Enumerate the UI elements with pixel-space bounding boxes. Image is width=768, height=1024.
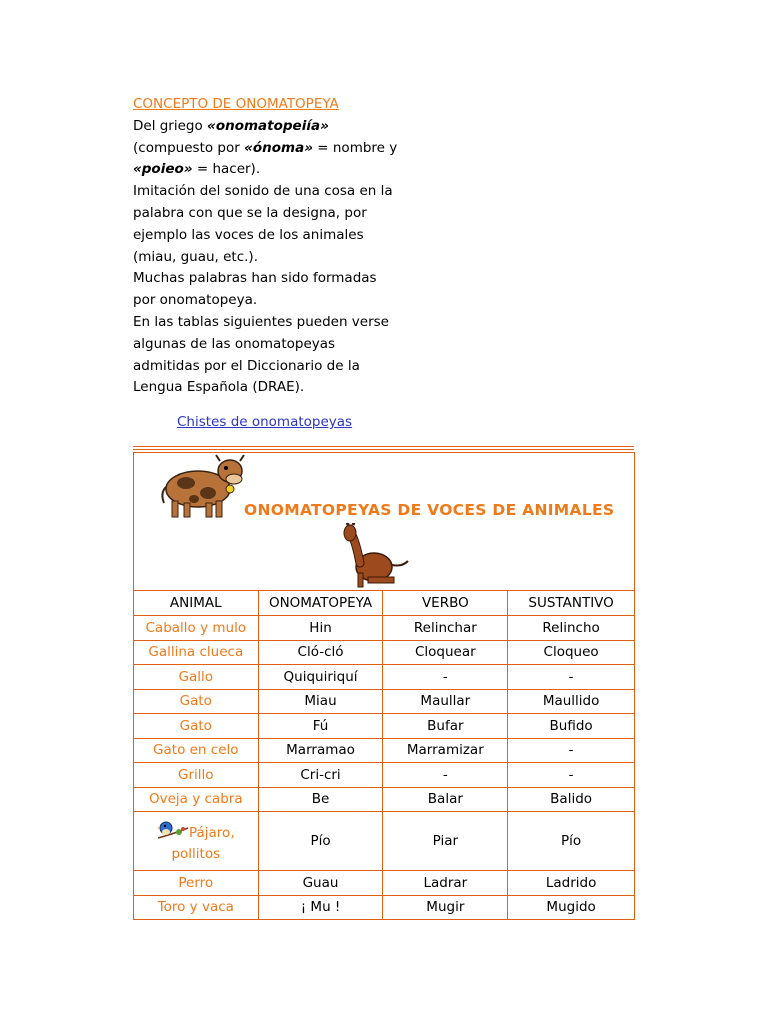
sustantivo-cell: Pío (508, 812, 635, 871)
animal-label: Pájaro, pollitos (171, 825, 235, 862)
sustantivo-cell: - (508, 738, 635, 763)
animal-cell: Oveja y cabra (134, 787, 259, 812)
text-span: (compuesto por (133, 139, 245, 156)
animal-cell (134, 812, 259, 871)
bird-icon (157, 820, 189, 846)
column-header: ONOMATOPEYA (258, 591, 383, 616)
onomatopeya-cell: Hin (258, 616, 383, 641)
table-row (134, 763, 635, 788)
onomatopeya-cell: Quiquiriquí (258, 665, 383, 690)
onomatopeya-cell: Be (258, 787, 383, 812)
text-span: = nombre y (312, 139, 398, 156)
table-banner (134, 453, 635, 591)
table-row (134, 895, 635, 920)
verbo-cell: Mugir (383, 895, 508, 920)
sustantivo-cell: Mugido (508, 895, 635, 920)
animal-cell: Gato (134, 689, 259, 714)
animal-cell: Toro y vaca (134, 895, 259, 920)
onomatopeya-cell: Cri-cri (258, 763, 383, 788)
sustantivo-cell: - (508, 763, 635, 788)
verbo-cell: Maullar (383, 689, 508, 714)
verbo-cell: Ladrar (383, 871, 508, 896)
verbo-cell: Bufar (383, 714, 508, 739)
greek-term: «onomatopeiía» (207, 117, 329, 134)
etymology-line-3 (133, 159, 403, 181)
animal-cell: Perro (134, 871, 259, 896)
divider-line (133, 449, 634, 450)
verbo-cell: Marramizar (383, 738, 508, 763)
verbo-cell: Piar (383, 812, 508, 871)
animal-sounds-table (133, 452, 635, 920)
table-row (134, 640, 635, 665)
sustantivo-cell: Relincho (508, 616, 635, 641)
table-row (134, 689, 635, 714)
verbo-cell: Relinchar (383, 616, 508, 641)
table-header-row (134, 591, 635, 616)
sustantivo-cell: Bufido (508, 714, 635, 739)
onomatopeya-cell: Pío (258, 812, 383, 871)
animal-cell: Gato (134, 714, 259, 739)
sustantivo-cell: Ladrido (508, 871, 635, 896)
concept-heading[interactable]: CONCEPTO DE ONOMATOPEYA (133, 96, 339, 112)
column-header: VERBO (383, 591, 508, 616)
table-row (134, 616, 635, 641)
onomatopeya-cell: Cló-cló (258, 640, 383, 665)
greek-term: «poieo» (133, 161, 193, 178)
table-row (134, 738, 635, 763)
jokes-link[interactable]: Chistes de onomatopeyas (177, 414, 353, 430)
table-row (134, 665, 635, 690)
intro-text (133, 94, 403, 399)
onomatopeya-cell: ¡ Mu ! (258, 895, 383, 920)
cow-icon (158, 453, 248, 525)
sustantivo-cell: Cloqueo (508, 640, 635, 665)
etymology-line-2 (133, 138, 403, 160)
definition-paragraph: Imitación del sonido de una cosa en la palabra con que se la designa, por ejemplo las voces de los animales (miau, guau, etc.). (133, 183, 393, 265)
table-title: ONOMATOPEYAS DE VOCES DE ANIMALES (244, 501, 615, 519)
donkey-icon (338, 523, 410, 593)
verbo-cell: Cloquear (383, 640, 508, 665)
onomatopeya-cell: Fú (258, 714, 383, 739)
animal-cell: Grillo (134, 763, 259, 788)
verbo-cell: - (383, 763, 508, 788)
animal-cell: Caballo y mulo (134, 616, 259, 641)
table-row (134, 812, 635, 871)
table-row (134, 871, 635, 896)
divider-line (133, 446, 634, 447)
sustantivo-cell: - (508, 665, 635, 690)
onomatopeya-cell: Miau (258, 689, 383, 714)
verbo-cell: Balar (383, 787, 508, 812)
tables-paragraph: En las tablas siguientes pueden verse algunas de las onomatopeyas admitidas por el Diccionario de la Lengua Española (DRAE). (133, 313, 389, 396)
animal-cell: Gallo (134, 665, 259, 690)
sustantivo-cell: Balido (508, 787, 635, 812)
onomatopeya-cell: Marramao (258, 738, 383, 763)
verbo-cell: - (383, 665, 508, 690)
text-span: Del griego (133, 117, 208, 134)
formation-paragraph: Muchas palabras han sido formadas por onomatopeya. (133, 270, 377, 309)
etymology-line-1 (133, 116, 403, 138)
animal-cell: Gallina clueca (134, 640, 259, 665)
greek-term: «ónoma» (244, 139, 313, 156)
table-row (134, 787, 635, 812)
column-header: ANIMAL (134, 591, 259, 616)
onomatopeya-cell: Guau (258, 871, 383, 896)
table-row (134, 714, 635, 739)
sustantivo-cell: Maullido (508, 689, 635, 714)
text-span: = hacer). (192, 161, 261, 178)
column-header: SUSTANTIVO (508, 591, 635, 616)
animal-cell: Gato en celo (134, 738, 259, 763)
